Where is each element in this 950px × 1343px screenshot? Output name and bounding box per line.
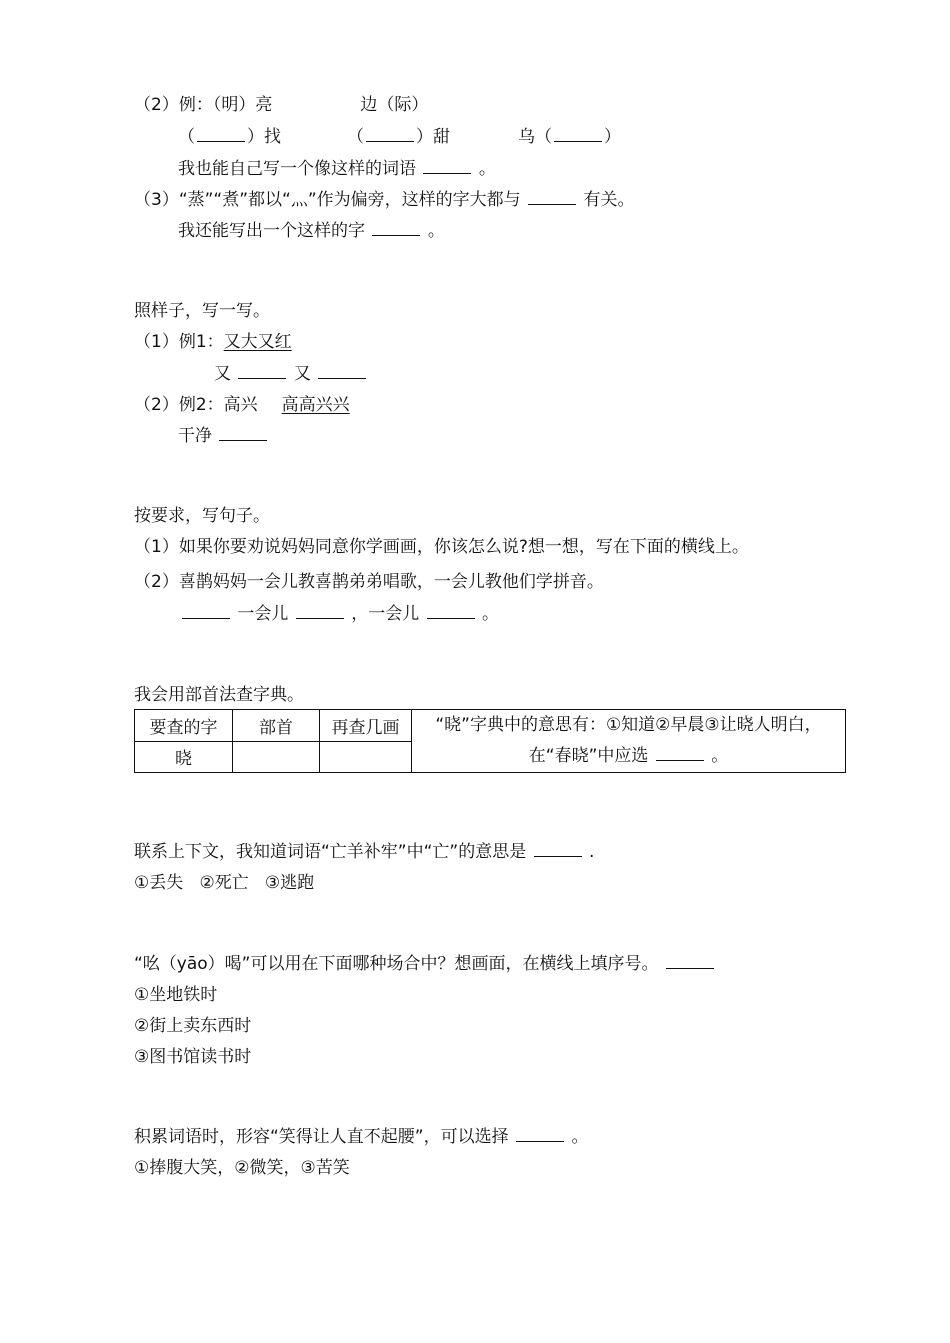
table-row (135, 710, 846, 742)
header-cell: 再查几画 (320, 710, 412, 742)
question-line (134, 841, 594, 863)
section-title: 按要求，写句子。 (134, 506, 270, 526)
meaning-line-2 (412, 741, 845, 772)
fill-b-close: ）甜 (416, 127, 450, 147)
example2-word: 高高兴兴 (281, 395, 350, 415)
example2-prefix: （2）例2：高兴 (134, 395, 258, 415)
fill-yihuier-b: ，一会儿 (351, 604, 420, 624)
meaning-prefix: 在“春晓”中应选 (528, 746, 649, 766)
answer-blank[interactable] (366, 127, 414, 142)
option-2: ②街上卖东西时 (134, 1016, 252, 1036)
answer-blank[interactable] (182, 604, 230, 619)
period: 。 (427, 221, 445, 241)
period: 。 (478, 159, 496, 179)
options-line: ①丢失 ②死亡 ③逃跑 (134, 873, 315, 893)
answer-blank[interactable] (666, 954, 714, 969)
answer-blank[interactable] (656, 746, 704, 761)
fill-you-b: 又 (293, 364, 311, 384)
answer-blank[interactable] (372, 221, 420, 236)
question-text: 积累词语时，形容“笑得让人直不起腰”，可以选择 (134, 1127, 509, 1147)
q2-example-2: 边（际） (360, 95, 429, 115)
self-write-line (178, 158, 496, 180)
option-1: ①坐地铁时 (134, 985, 218, 1005)
table-cell-input[interactable] (320, 741, 412, 773)
q3-write-line (178, 220, 445, 242)
example2-fill (178, 425, 269, 447)
q2-example-1: （2）例：（明）亮 (134, 95, 273, 115)
answer-blank[interactable] (423, 159, 471, 174)
answer-blank[interactable] (197, 127, 245, 142)
meaning-cell (412, 710, 846, 773)
answer-blank[interactable] (296, 604, 344, 619)
section-title: 我会用部首法查字典。 (134, 685, 304, 705)
sentence-fill (180, 603, 499, 625)
header-cell: 部首 (233, 710, 320, 742)
example1-prefix: （1）例1： (134, 332, 224, 352)
q3-suffix: 有关。 (583, 190, 635, 210)
question-line (134, 953, 716, 975)
example1-line (134, 331, 292, 353)
answer-blank[interactable] (219, 426, 267, 441)
fill-row-q2 (178, 126, 621, 148)
fill-a-open: （ (178, 127, 195, 147)
period: 。 (711, 746, 729, 766)
example2-line (134, 394, 350, 416)
meaning-line-1: “晓”字典中的意思有：①知道②早晨③让晓人明白， (435, 715, 822, 735)
table-cell: 晓 (135, 741, 233, 773)
answer-blank[interactable] (318, 364, 366, 379)
fill-yihuier-a: 一会儿 (237, 604, 289, 624)
period: 。 (482, 604, 500, 624)
example1-fill (214, 363, 368, 385)
answer-blank[interactable] (528, 190, 576, 205)
answer-blank[interactable] (238, 364, 286, 379)
fill-b-open: （ (347, 127, 364, 147)
self-write-text: 我也能自己写一个像这样的词语 (178, 159, 416, 179)
fill-you-a: 又 (214, 364, 231, 384)
answer-blank[interactable] (427, 604, 475, 619)
q1-text: （1）如果你要劝说妈妈同意你学画画，你该怎么说?想一想，写在下面的横线上。 (134, 537, 749, 557)
answer-blank[interactable] (516, 1127, 564, 1142)
table-cell-input[interactable] (233, 741, 320, 773)
question-line (134, 1126, 588, 1148)
example-line-q2 (134, 94, 428, 116)
fill-c-close: ） (604, 127, 621, 147)
answer-blank[interactable] (534, 842, 582, 857)
question-text: 联系上下文，我知道词语“亡羊补牢”中“亡”的意思是 (134, 842, 527, 862)
section-title: 照样子，写一写。 (134, 301, 270, 321)
option-3: ③图书馆读书时 (134, 1047, 252, 1067)
question-text: “吆（yāo）喝”可以用在下面哪种场合中？想画面，在横线上填序号。 (134, 954, 659, 974)
end-mark: . (589, 842, 595, 862)
fill-a-close: ）找 (247, 127, 281, 147)
header-cell: 要查的字 (135, 710, 233, 742)
options-line: ①捧腹大笑，②微笑，③苦笑 (134, 1158, 350, 1178)
fill-c-open: 乌（ (518, 127, 552, 147)
period: 。 (571, 1127, 589, 1147)
answer-blank[interactable] (554, 127, 602, 142)
fill-clean: 干净 (178, 426, 212, 446)
q3-line (134, 189, 634, 211)
q3-text: （3）“蒸”“煮”都以“灬”作为偏旁，这样的字大都与 (134, 190, 521, 210)
q3-write-text: 我还能写出一个这样的字 (178, 221, 365, 241)
q2-text: （2）喜鹊妈妈一会儿教喜鹊弟弟唱歌，一会儿教他们学拼音。 (134, 572, 604, 592)
example1-word: 又大又红 (223, 332, 292, 352)
dictionary-table (134, 709, 846, 773)
